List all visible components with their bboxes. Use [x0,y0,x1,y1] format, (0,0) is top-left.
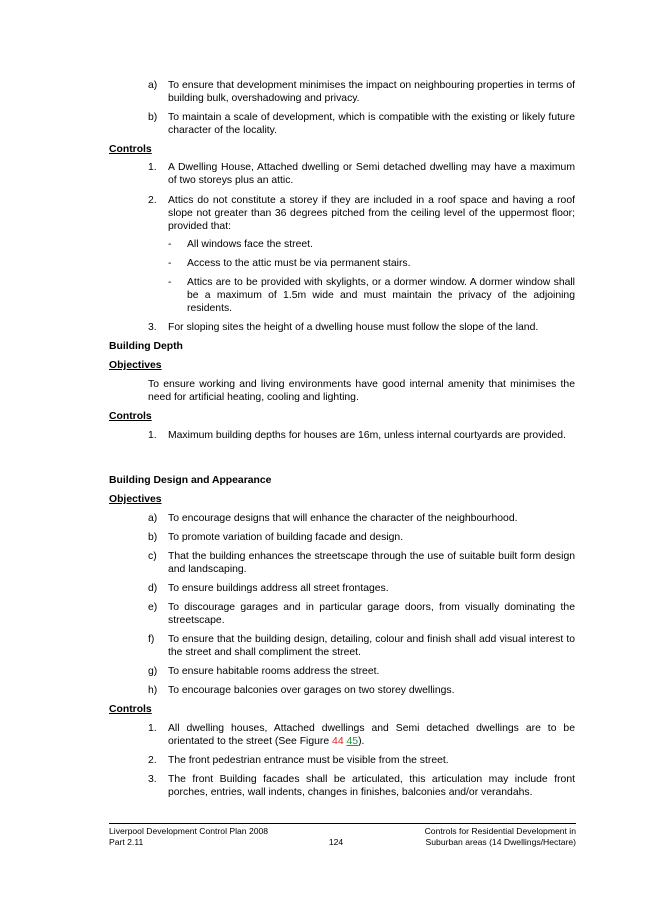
item-text: Access to the attic must be via permanent stairs. [187,258,411,269]
item-text [168,722,575,748]
control-text-end: ). [358,736,365,748]
controls-heading: Controls [109,144,152,155]
item-label: a) [148,513,158,524]
item-label: 1. [148,430,157,441]
item-label: h) [148,685,158,696]
item-label: 1. [148,162,157,173]
dash-label: - [168,239,172,250]
item-label: 3. [148,322,157,333]
item-label: c) [148,551,157,562]
item-text: Attics do not constitute a storey if they are included in a roof space and having a roof slope not greater than 36 degrees pitched from the ceiling level of the uppermost floor; provided that: [168,195,575,233]
item-label: 2. [148,195,157,206]
figure-ref-new[interactable]: 45 [346,736,359,748]
dash-label: - [168,277,172,288]
item-text: To maintain a scale of development, which is compatible with the existing or likely future character of the locality. [168,112,575,137]
item-text: A Dwelling House, Attached dwelling or Semi detached dwelling may have a maximum of two storeys plus an attic. [168,162,575,187]
item-label: 3. [148,774,157,785]
item-label: b) [148,112,158,123]
item-text: To promote variation of building facade and design. [168,532,404,543]
item-text: That the building enhances the streetscape through the use of suitable built form design and landscaping. [168,551,575,576]
item-text: To ensure that the building design, detailing, colour and finish shall add visual interest to the street and shall compliment the street. [168,634,575,659]
dash-label: - [168,258,172,269]
item-text: To encourage designs that will enhance the character of the neighbourhood. [168,513,518,524]
item-text: Attics are to be provided with skylights, or a dormer window. A dormer window shall be a maximum of 1.5m wide and must maintain the privacy of the adjoining residents. [187,277,575,315]
item-label: f) [148,634,155,645]
item-text: To ensure buildings address all street frontages. [168,583,389,594]
controls-heading: Controls [109,411,152,422]
item-label: e) [148,602,158,613]
item-text: Maximum building depths for houses are 16m, unless internal courtyards are provided. [168,430,566,441]
item-text: To ensure habitable rooms address the street. [168,666,380,677]
figure-ref-old[interactable]: 44 [332,736,344,748]
item-label: a) [148,80,158,91]
item-label: b) [148,532,158,543]
item-text: To encourage balconies over garages on two storey dwellings. [168,685,455,696]
item-text: The front pedestrian entrance must be visible from the street. [168,755,449,766]
item-text: All windows face the street. [187,239,313,250]
page-number: 124 [328,837,344,847]
footer-divider [109,823,576,824]
objectives-heading: Objectives [109,360,162,371]
item-text: To ensure that development minimises the impact on neighbouring properties in terms of building bulk, overshadowing and privacy. [168,80,575,105]
item-text: To discourage garages and in particular garage doors, from visually dominating the streetscape. [168,602,575,627]
item-label: g) [148,666,158,677]
item-label: d) [148,583,158,594]
control-text-start: All dwelling houses, Attached dwellings and Semi detached dwellings are to be orientated to the street (See Figure [168,723,575,748]
objective-paragraph: To ensure working and living environments have good internal amenity that minimises the need for artificial heating, cooling and lighting. [148,379,575,404]
controls-heading: Controls [109,704,152,715]
footer-section-title: Controls for Residential Development in [424,826,576,836]
item-text: For sloping sites the height of a dwelling house must follow the slope of the land. [168,322,539,333]
footer-section-subtitle: Suburban areas (14 Dwellings/Hectare) [425,837,576,847]
item-text: The front Building facades shall be articulated, this articulation may include front porches, entries, wall indents, changes in finishes, balconies and/or verandahs. [168,774,575,799]
section-heading-building-depth: Building Depth [109,341,183,352]
item-label: 1. [148,723,157,734]
objectives-heading: Objectives [109,494,162,505]
section-heading-building-design: Building Design and Appearance [109,475,272,486]
item-label: 2. [148,755,157,766]
footer-plan-title: Liverpool Development Control Plan 2008 [109,826,269,836]
footer-part: Part 2.11 [109,837,144,847]
